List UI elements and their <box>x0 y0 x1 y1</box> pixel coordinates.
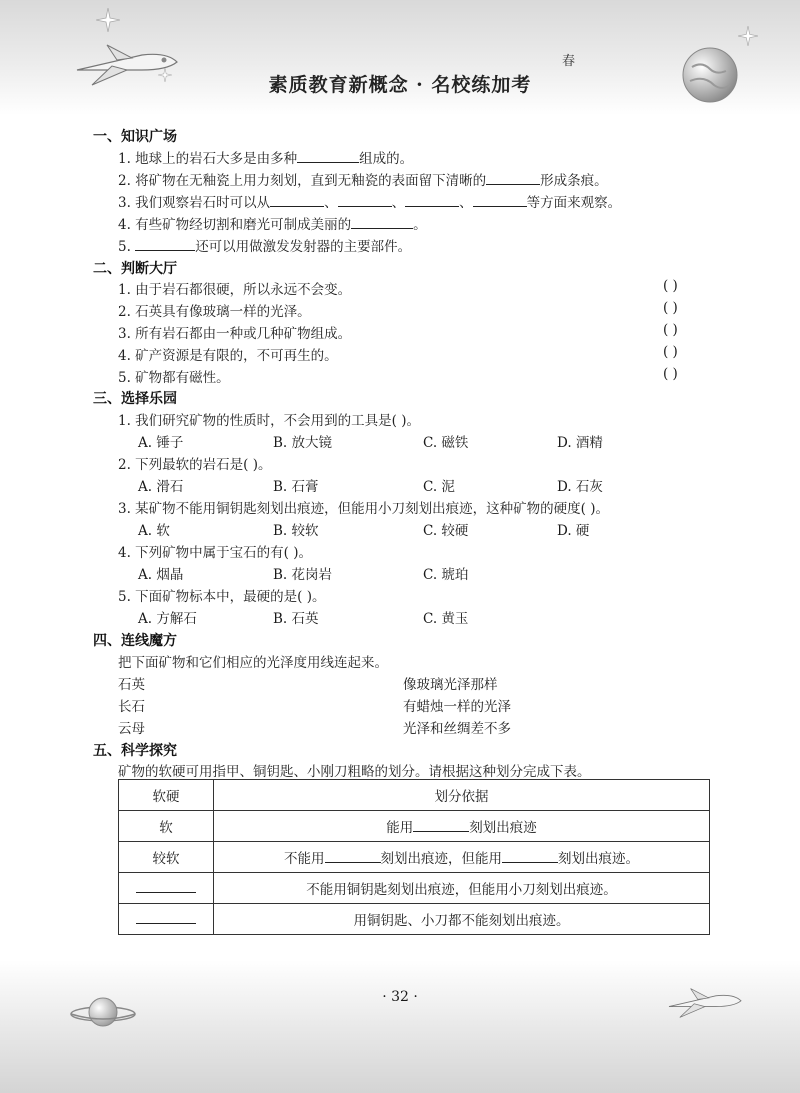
s2-item: 3. 所有岩石都由一种或几种矿物组成。 <box>118 326 352 342</box>
match-right-item[interactable]: 像玻璃光泽那样 <box>403 677 498 693</box>
table-header-cell: 划分依据 <box>214 780 710 811</box>
option-d[interactable]: D. 酒精 <box>557 435 603 451</box>
match-left-item[interactable]: 石英 <box>118 677 145 693</box>
s3-q1-stem: 1. 我们研究矿物的性质时，不会用到的工具是( )。 <box>118 413 420 429</box>
table-cell <box>119 873 214 904</box>
answer-paren[interactable]: ( ) <box>663 344 678 360</box>
answer-blank[interactable] <box>486 171 540 185</box>
option-d[interactable]: D. 石灰 <box>557 479 603 495</box>
page-number: · 32 · <box>382 989 418 1005</box>
option-a[interactable]: A. 滑石 <box>138 479 184 495</box>
answer-blank[interactable] <box>338 193 392 207</box>
option-c[interactable]: C. 黄玉 <box>423 611 469 627</box>
option-b[interactable]: B. 花岗岩 <box>273 567 333 583</box>
option-a[interactable]: A. 方解石 <box>138 611 197 627</box>
table-cell: 不能用 刻划出痕迹，但能用 刻划出痕迹。 <box>214 842 710 873</box>
answer-paren[interactable]: ( ) <box>663 278 678 294</box>
option-a[interactable]: A. 软 <box>138 523 170 539</box>
match-right-item[interactable]: 光泽和丝绸差不多 <box>403 721 511 737</box>
s3-q3-stem: 3. 某矿物不能用铜钥匙刻划出痕迹，但能用小刀刻划出痕迹，这种矿物的硬度( )。 <box>118 501 609 517</box>
table-cell <box>119 904 214 935</box>
match-left-item[interactable]: 长石 <box>118 699 145 715</box>
s1-q3: 3. 我们观察岩石时可以从 、 、 、 等方面来观察。 <box>118 195 622 211</box>
answer-blank[interactable] <box>270 193 324 207</box>
option-a[interactable]: A. 锤子 <box>138 435 184 451</box>
s1-q2: 2. 将矿物在无釉瓷上用力刻划，直到无釉瓷的表面留下清晰的 形成条痕。 <box>118 173 608 189</box>
option-d[interactable]: D. 硬 <box>557 523 590 539</box>
answer-blank[interactable] <box>502 849 558 863</box>
option-c[interactable]: C. 较硬 <box>423 523 469 539</box>
season-label: 春 <box>562 54 576 69</box>
page-title: 素质教育新概念 · 名校练加考 <box>268 74 532 96</box>
option-b[interactable]: B. 放大镜 <box>273 435 333 451</box>
section-1-title: 一、知识广场 <box>93 129 177 145</box>
hardness-table <box>118 779 710 935</box>
answer-blank[interactable] <box>351 215 413 229</box>
section-2-title: 二、判断大厅 <box>93 261 177 277</box>
s2-item: 1. 由于岩石都很硬，所以永远不会变。 <box>118 282 352 298</box>
answer-paren[interactable]: ( ) <box>663 322 678 338</box>
section-5-title: 五、科学探究 <box>93 743 177 759</box>
answer-blank[interactable] <box>405 193 459 207</box>
option-c[interactable]: C. 琥珀 <box>423 567 469 583</box>
s2-item: 2. 石英具有像玻璃一样的光泽。 <box>118 304 311 320</box>
answer-blank[interactable] <box>136 910 196 924</box>
answer-paren[interactable]: ( ) <box>663 366 678 382</box>
star-icon <box>96 8 120 32</box>
table-row <box>119 842 710 873</box>
s3-q4-stem: 4. 下列矿物中属于宝石的有( )。 <box>118 545 312 561</box>
table-cell: 能用 刻划出痕迹 <box>214 811 710 842</box>
option-c[interactable]: C. 磁铁 <box>423 435 469 451</box>
table-header-row <box>119 780 710 811</box>
s2-item: 5. 矿物都有磁性。 <box>118 370 230 386</box>
s3-q5-stem: 5. 下面矿物标本中，最硬的是( )。 <box>118 589 326 605</box>
answer-blank[interactable] <box>473 193 527 207</box>
star-icon <box>738 26 758 46</box>
s5-intro: 矿物的软硬可用指甲、铜钥匙、小刚刀粗略的划分。请根据这种划分完成下表。 <box>118 764 591 780</box>
answer-blank[interactable] <box>297 149 359 163</box>
s1-q4: 4. 有些矿物经切割和磨光可制成美丽的 。 <box>118 217 427 233</box>
answer-blank[interactable] <box>136 879 196 893</box>
answer-blank[interactable] <box>135 237 195 251</box>
answer-blank[interactable] <box>413 818 469 832</box>
table-row <box>119 873 710 904</box>
table-cell: 不能用铜钥匙刻划出痕迹，但能用小刀刻划出痕迹。 <box>214 873 710 904</box>
table-header-cell: 软硬 <box>119 780 214 811</box>
section-3-title: 三、选择乐园 <box>93 391 177 407</box>
section-4-title: 四、连线魔方 <box>93 633 177 649</box>
table-cell: 用铜钥匙、小刀都不能刻划出痕迹。 <box>214 904 710 935</box>
s2-item: 4. 矿产资源是有限的，不可再生的。 <box>118 348 338 364</box>
match-left-item[interactable]: 云母 <box>118 721 145 737</box>
option-c[interactable]: C. 泥 <box>423 479 455 495</box>
option-b[interactable]: B. 较软 <box>273 523 319 539</box>
s3-q2-stem: 2. 下列最软的岩石是( )。 <box>118 457 272 473</box>
option-a[interactable]: A. 烟晶 <box>138 567 184 583</box>
s1-q1: 1. 地球上的岩石大多是由多种 组成的。 <box>118 151 414 167</box>
table-cell: 软 <box>119 811 214 842</box>
answer-blank[interactable] <box>325 849 381 863</box>
option-b[interactable]: B. 石膏 <box>273 479 319 495</box>
option-b[interactable]: B. 石英 <box>273 611 319 627</box>
s1-q5: 5. 还可以用做激发发射器的主要部件。 <box>118 239 412 255</box>
table-row <box>119 811 710 842</box>
match-right-item[interactable]: 有蜡烛一样的光泽 <box>403 699 511 715</box>
s4-intro: 把下面矿物和它们相应的光泽度用线连起来。 <box>118 655 388 671</box>
table-row <box>119 904 710 935</box>
table-cell: 较软 <box>119 842 214 873</box>
answer-paren[interactable]: ( ) <box>663 300 678 316</box>
